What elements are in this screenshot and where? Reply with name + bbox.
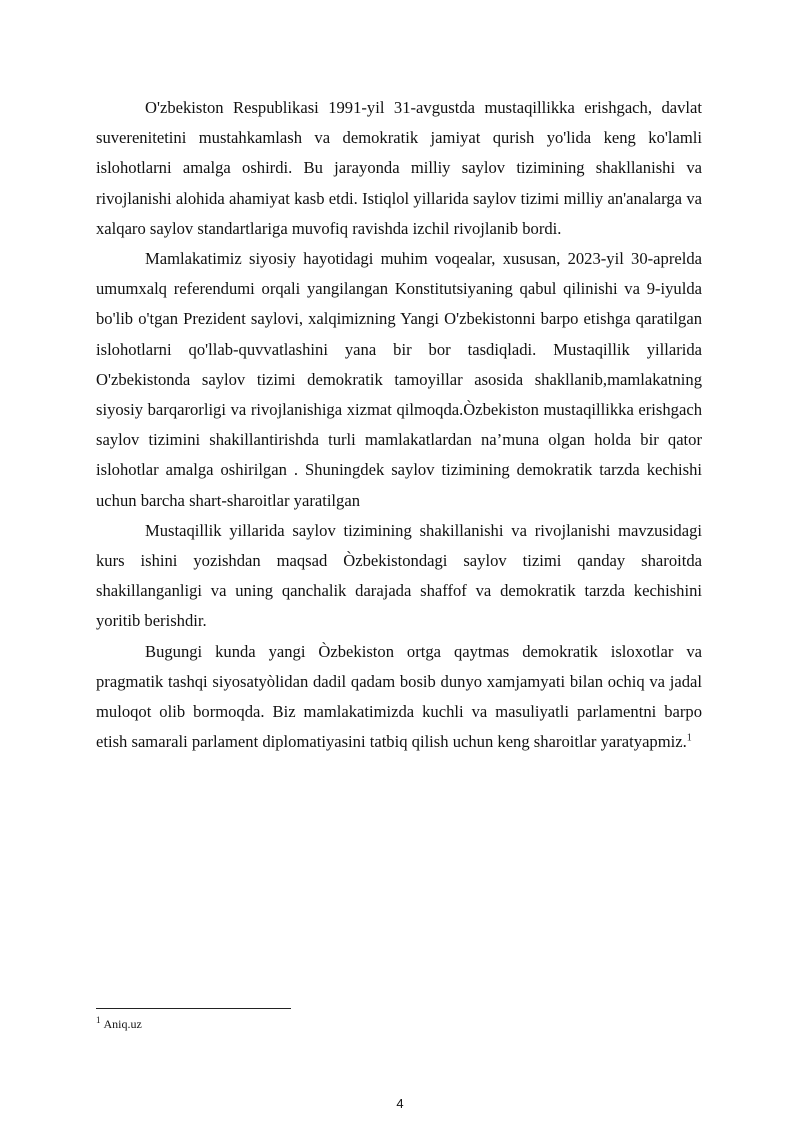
body-text: [96, 93, 702, 757]
footnote-separator: [96, 1008, 291, 1009]
footnote-reference[interactable]: 1: [686, 732, 692, 744]
footnote-marker: 1: [96, 1015, 101, 1025]
footnote: [96, 1016, 142, 1032]
footnote-source-text: Aniq.uz: [103, 1017, 142, 1031]
paragraph-purpose: Mustaqillik yillarida saylov tizimining shakillanishi va rivojlanishi mavzusidagi kurs ishini yozishdan maqsad Òzbekistondagi saylov tizimi qanday sharoitda shakillanganligi va uning qanchalik darajada shaffof va demokratik tarzda kechishini yoritib berishdir.: [96, 520, 702, 631]
paragraph-independence: O'zbekiston Respublikasi 1991-yil 31-avgustda mustaqillikka erishgach, davlat suverenitetini mustahkamlash va demokratik jamiyat qurish yo'lida keng ko'lamli islohotlarni amalga oshirdi. Bu jarayonda milliy saylov tizimining shakllanishi va rivojlanishi alohida ahamiyat kasb etdi. Istiqlol yillarida saylov tizimi milliy an'analarga va xalqaro saylov standartlariga muvofiq ravishda izchil rivojlanib bordi.: [96, 98, 702, 238]
page-number: 4: [396, 1096, 404, 1111]
paragraph-referendum: Mamlakatimiz siyosiy hayotidagi muhim voqealar, xususan, 2023-yil 30-aprelda umumxalq referendumi orqali yangilangan Konstitutsiyaning qabul qilinishi va 9-iyulda bo'lib o'tgan Prezident saylovi, xalqimizning Yangi O'zbekistonni barpo etishga qaratilgan islohotlarni qo'llab-quvvatlashini yana bir bor tasdiqladi. Mustaqillik yillarida O'zbekistonda saylov tizimi demokratik tamoyillar asosida shakllanib,mamlakatning siyosiy barqarorligi va rivojlanishiga xizmat qilmoqda.Òzbekiston mustaqillikka erishgach saylov tizimini shakillantirishda turli mamlakatlardan na’muna olgan holda bir qator islohotlar amalga oshirilgan . Shuningdek saylov tizimining demokratik tarzda kechishi uchun barcha shart-sharoitlar yaratilgan: [96, 249, 702, 510]
paragraph-today-text: Bugungi kunda yangi Òzbekiston ortga qaytmas demokratik isloxotlar va pragmatik tashqi siyosatyòlidan dadil qadam bosib dunyo xamjamyati bilan ochiq va jadal muloqot olib bormoqda. Biz mamlakatimizda kuchli va masuliyatli parlamentni barpo etish samarali parlament diplomatiyasini tatbiq qilish uchun keng sharoitlar yaratyapmiz.: [96, 641, 702, 752]
paragraph-today: [96, 637, 702, 758]
